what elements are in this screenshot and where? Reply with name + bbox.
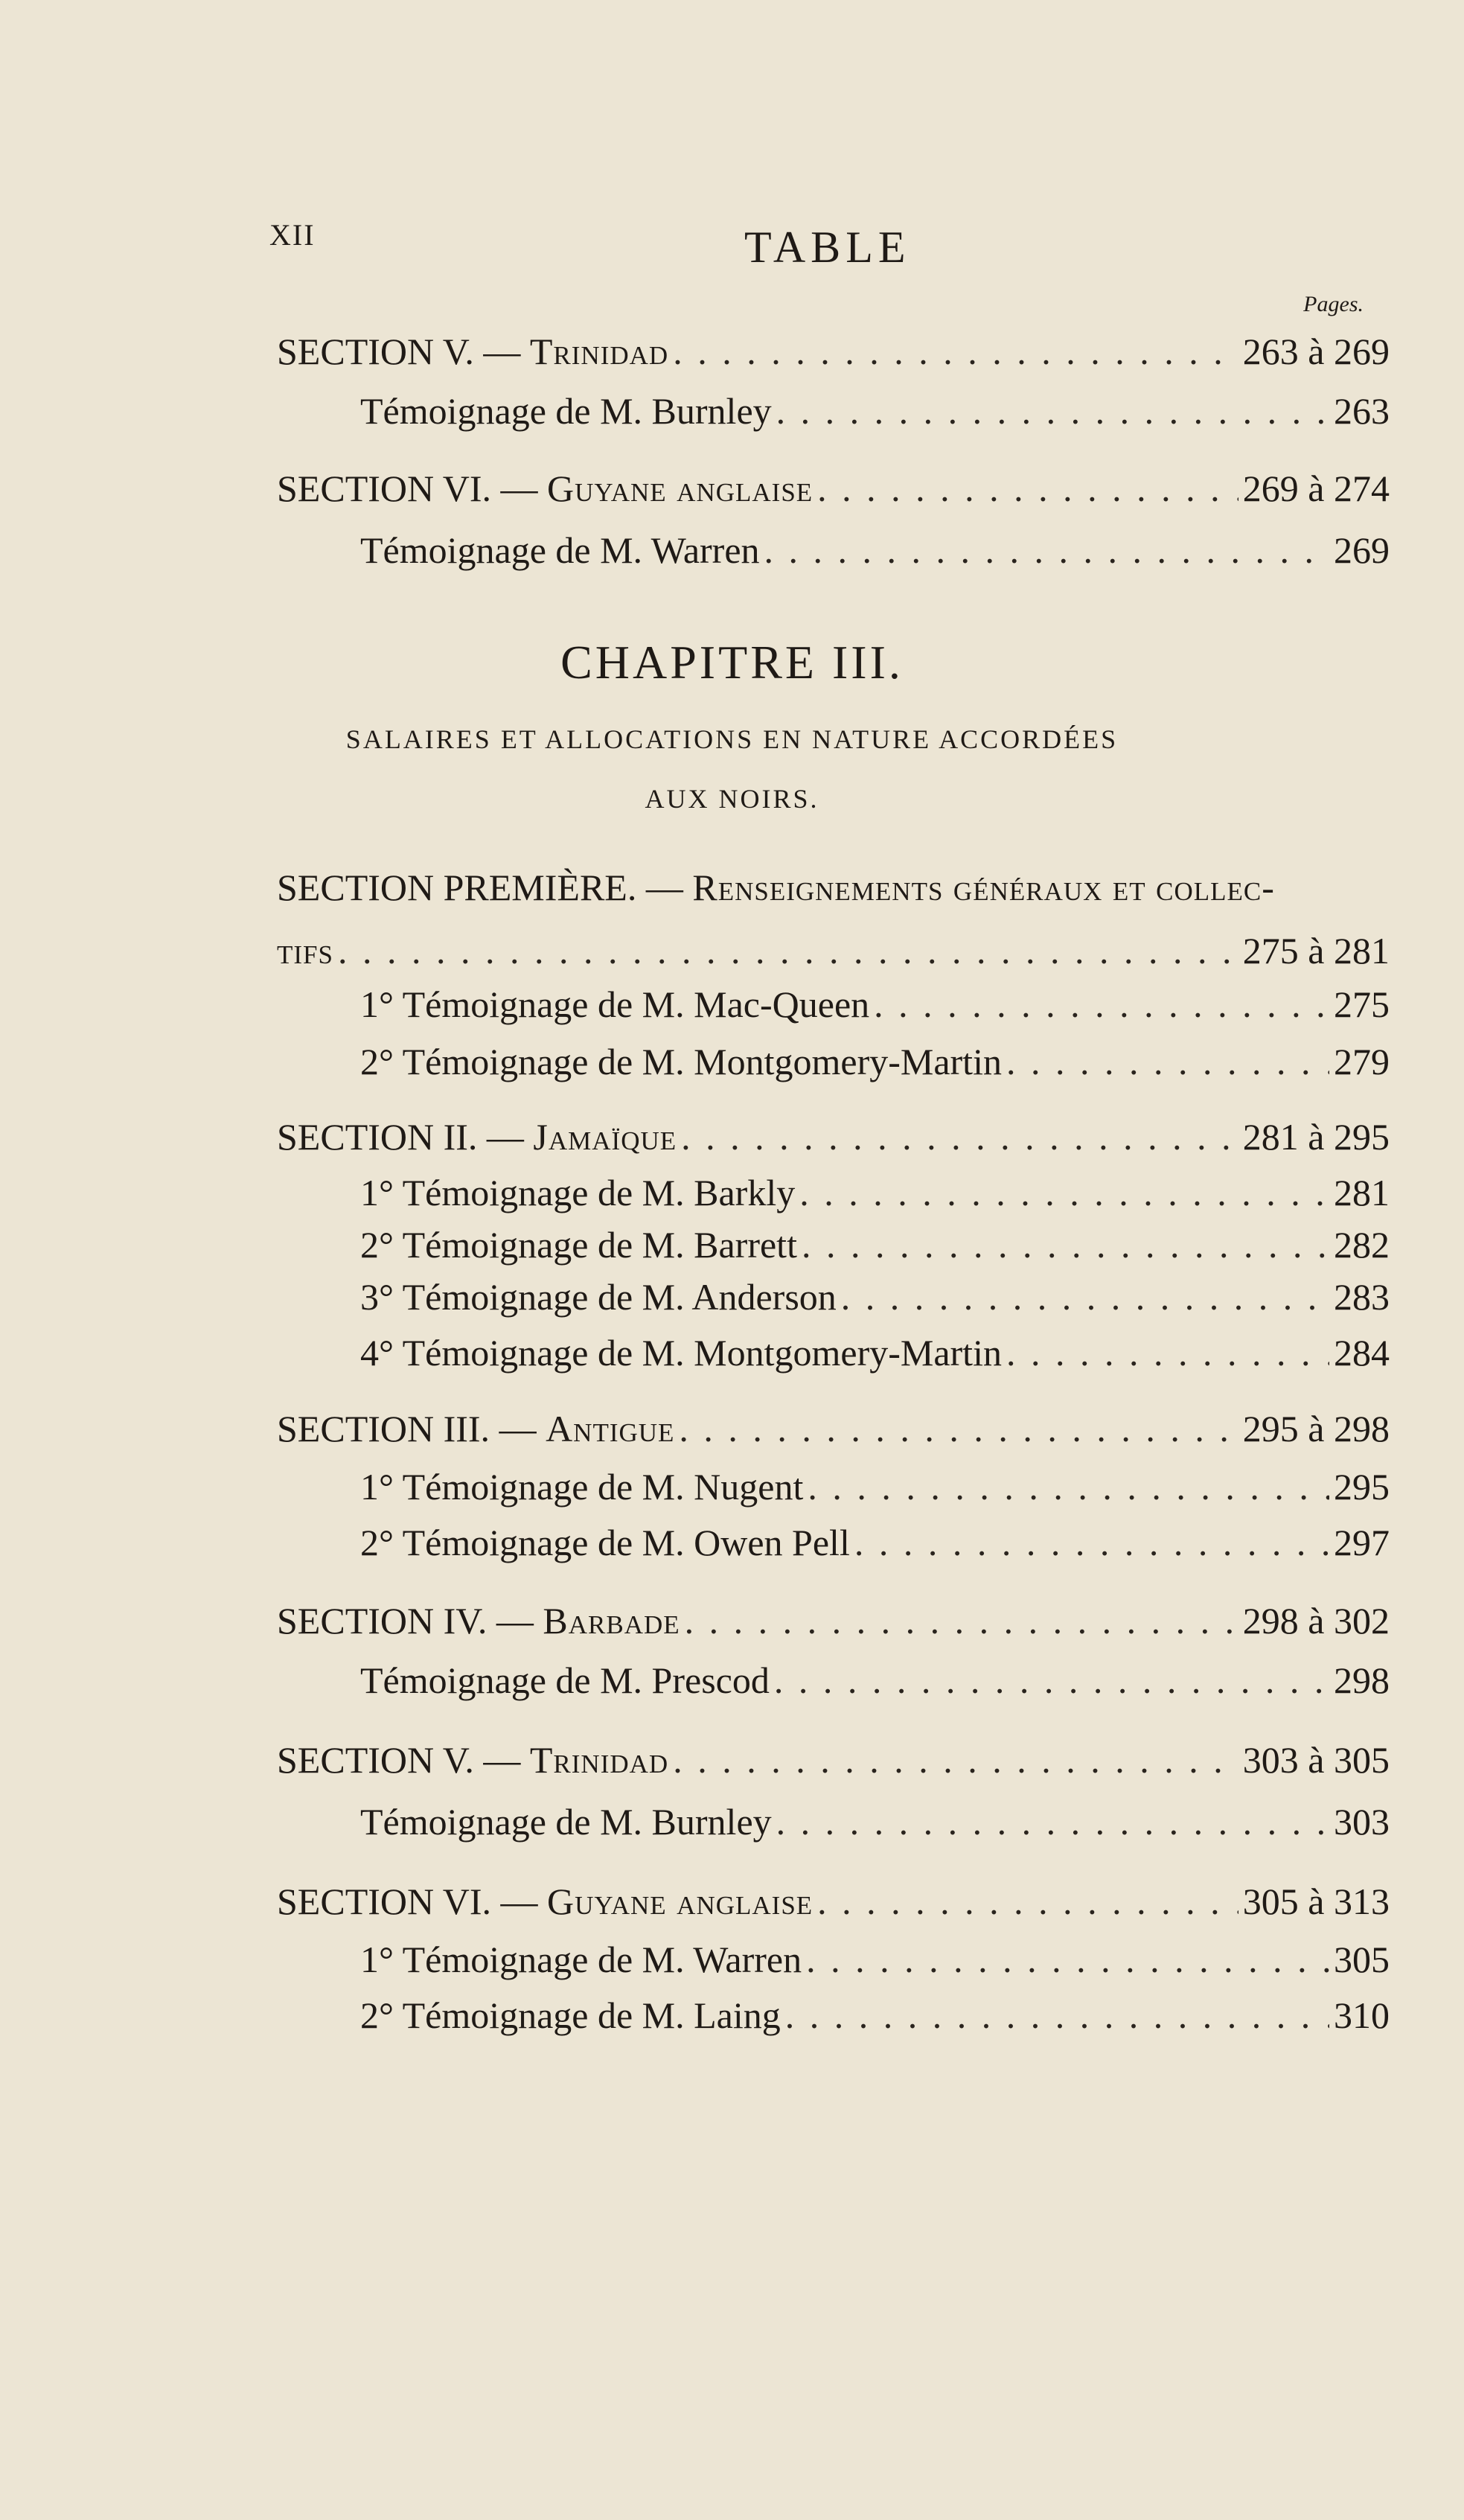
page-number-ref: 263: [1334, 390, 1390, 432]
entry-label: 1° Témoignage de M. Warren: [360, 1939, 802, 1980]
page-range: 303 à 305: [1242, 1739, 1390, 1781]
entry-label: 2° Témoignage de M. Barrett: [360, 1224, 797, 1266]
section-name: Guyane anglaise: [546, 1881, 813, 1922]
toc-section-heading: SECTION VI. — Guyane anglaise . . . 305 à 313: [277, 1880, 1390, 1923]
page-number-ref: 282: [1334, 1224, 1390, 1266]
leader-dots: [1006, 1331, 1329, 1374]
toc-entry: [360, 1994, 1390, 2037]
leader-dots: [799, 1171, 1329, 1214]
toc-section-heading: SECTION III. — Antigue . . . 295 à 298: [277, 1407, 1390, 1450]
toc-entry: [360, 1521, 1390, 1564]
section-name: Barbade: [543, 1600, 680, 1642]
chapter-subtitle-line2: AUX NOIRS.: [645, 784, 819, 814]
toc-entry: [360, 1465, 1390, 1508]
page-number: XII: [269, 218, 316, 252]
leader-dots: [673, 330, 1238, 373]
page-number-ref: 269: [1334, 529, 1390, 571]
page-number-ref: 303: [1334, 1801, 1390, 1843]
page-range: 275 à 281: [1242, 930, 1390, 972]
toc-section-heading: SECTION VI. — Guyane anglaise . . . 269 à 274: [277, 467, 1390, 510]
leader-dots: [841, 1275, 1329, 1318]
toc-entry: [360, 1040, 1390, 1083]
toc-entry: [360, 1800, 1390, 1843]
section-label: SECTION VI.: [277, 1881, 491, 1922]
leader-dots: [802, 1223, 1329, 1266]
entry-label: 3° Témoignage de M. Anderson: [360, 1276, 837, 1318]
section-label: SECTION PREMIÈRE.: [277, 867, 637, 908]
entry-label: 1° Témoignage de M. Nugent: [360, 1466, 804, 1508]
section-label: SECTION II.: [277, 1116, 478, 1158]
page-title: TABLE: [744, 223, 911, 272]
page-range: 269 à 274: [1242, 468, 1390, 509]
section-name: Trinidad: [529, 331, 669, 372]
toc-entry: [360, 1331, 1390, 1374]
page-range: 298 à 302: [1242, 1600, 1390, 1642]
entry-label: 1° Témoignage de M. Barkly: [360, 1172, 796, 1213]
toc-entry: [360, 983, 1390, 1026]
entry-label: Témoignage de M. Burnley: [360, 1801, 772, 1843]
entry-label: 2° Témoignage de M. Montgomery-Martin: [360, 1041, 1002, 1082]
page-number-ref: 275: [1334, 983, 1390, 1025]
chapter-subtitle-line1: SALAIRES ET ALLOCATIONS EN NATURE ACCORDÉES: [345, 724, 1119, 754]
toc-entry: [277, 929, 1390, 972]
toc-section-heading: SECTION V. — Trinidad . . . 303 à 305: [277, 1738, 1390, 1781]
leader-dots: [874, 983, 1329, 1026]
section-name: Antigue: [546, 1408, 675, 1449]
section-name: Guyane anglaise: [546, 468, 813, 509]
entry-label: 4° Témoignage de M. Montgomery-Martin: [360, 1332, 1002, 1374]
section-label: SECTION III.: [277, 1408, 490, 1449]
leader-dots: [673, 1738, 1238, 1781]
toc-entry: [360, 1659, 1390, 1702]
toc-entry: [360, 529, 1390, 572]
leader-dots: [1006, 1040, 1329, 1083]
entry-label: Témoignage de M. Prescod: [360, 1659, 770, 1701]
leader-dots: [817, 1880, 1238, 1923]
pages-column-label: Pages.: [1303, 292, 1364, 316]
leader-dots: [681, 1115, 1238, 1158]
toc-entry: [360, 1938, 1390, 1981]
leader-dots: [685, 1599, 1238, 1642]
leader-dots: [806, 1938, 1329, 1981]
entry-label: Témoignage de M. Burnley: [360, 390, 772, 432]
leader-dots: [776, 389, 1329, 433]
leader-dots: [338, 929, 1238, 972]
leader-dots: [808, 1465, 1329, 1508]
page-number-ref: 284: [1334, 1332, 1390, 1374]
page-number-ref: 295: [1334, 1466, 1390, 1508]
toc-entry: [360, 389, 1390, 433]
page-number-ref: 310: [1334, 1994, 1390, 2036]
section-name: Jamaïque: [533, 1116, 677, 1158]
entry-label: 2° Témoignage de M. Laing: [360, 1994, 781, 2036]
page-number-ref: 297: [1334, 1522, 1390, 1563]
page-range: 305 à 313: [1242, 1881, 1390, 1922]
section-name: Renseignements généraux et collec-: [692, 867, 1275, 908]
page-number-ref: 298: [1334, 1659, 1390, 1701]
leader-dots: [764, 529, 1329, 572]
toc-entry: [360, 1275, 1390, 1318]
leader-dots: [679, 1407, 1238, 1450]
page-number-ref: 281: [1334, 1172, 1390, 1213]
page-number-ref: 283: [1334, 1276, 1390, 1318]
page-range: 295 à 298: [1242, 1408, 1390, 1449]
page-number-ref: 305: [1334, 1939, 1390, 1980]
page-range: 263 à 269: [1242, 331, 1390, 372]
leader-dots: [817, 467, 1238, 510]
toc-section-heading: SECTION IV. — Barbade . . . 298 à 302: [277, 1599, 1390, 1642]
toc-section-heading: SECTION II. — Jamaïque . . . 281 à 295: [277, 1115, 1390, 1158]
section-label: SECTION IV.: [277, 1600, 488, 1642]
section-label: SECTION VI.: [277, 468, 491, 509]
section-label: SECTION V.: [277, 1739, 474, 1781]
entry-label: tifs: [277, 930, 333, 972]
chapter-title: CHAPITRE III.: [560, 636, 904, 689]
page-range: 281 à 295: [1242, 1116, 1390, 1158]
section-name: Trinidad: [529, 1739, 669, 1781]
leader-dots: [854, 1521, 1329, 1564]
section-label: SECTION V.: [277, 331, 474, 372]
entry-label: 1° Témoignage de M. Mac-Queen: [360, 983, 870, 1025]
toc-section-heading: SECTION V. — Trinidad . . . 263 à 269: [277, 330, 1390, 373]
leader-dots: [785, 1994, 1329, 2037]
toc-entry: [360, 1171, 1390, 1214]
leader-dots: [776, 1800, 1329, 1843]
page-number-ref: 279: [1334, 1041, 1390, 1082]
toc-entry: [360, 1223, 1390, 1266]
toc-section-heading: SECTION PREMIÈRE. — Renseignements généraux et collec-: [277, 867, 1275, 908]
entry-label: Témoignage de M. Warren: [360, 529, 760, 571]
entry-label: 2° Témoignage de M. Owen Pell: [360, 1522, 850, 1563]
leader-dots: [774, 1659, 1329, 1702]
